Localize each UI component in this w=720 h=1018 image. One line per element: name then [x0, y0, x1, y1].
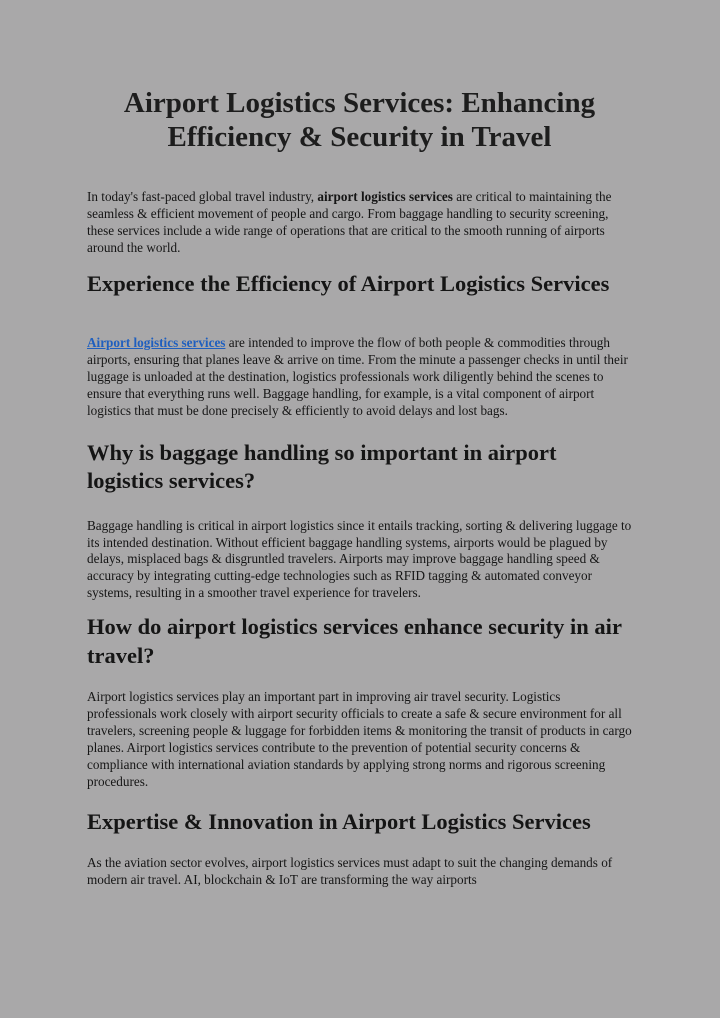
section-paragraph-security: Airport logistics services play an important part in improving air travel security. Logistics professionals work closely with airport security officials to create a safe & secure environment for all travelers, screening people & luggage for forbidden items & monitoring the transit of products in cargo planes. Airport logistics services contribute to the prevention of potential security concerns & compliance with international aviation standards by applying strong norms and rigorous screening procedures.	[87, 689, 632, 789]
section-paragraph-efficiency	[87, 335, 632, 420]
section-heading-baggage: Why is baggage handling so important in airport logistics services?	[87, 439, 557, 494]
section-heading-innovation: Expertise & Innovation in Airport Logistics Services	[87, 808, 591, 834]
airport-logistics-services-link[interactable]: Airport logistics services	[87, 335, 226, 351]
section-heading-security: How do airport logistics services enhance security in air travel?	[87, 614, 622, 668]
section-paragraph-baggage: Baggage handling is critical in airport logistics since it entails tracking, sorting & delivering luggage to its intended destination. Without efficient baggage handling systems, airports would be plagued by delays, misplaced bags & disgruntled travelers. Airports may improve baggage handling speed & accuracy by integrating cutting-edge technologies such as RFID tagging & automated conveyor systems, resulting in a smoother travel experience for travelers.	[87, 517, 632, 601]
section-paragraph-innovation: As the aviation sector evolves, airport logistics services must adapt to suit the changing demands of modern air travel. AI, blockchain & IoT are transforming the way airports	[87, 855, 613, 888]
page-title: Airport Logistics Services: Enhancing Efficiency & Security in Travel	[123, 87, 596, 153]
intro-text-start: In today's fast-paced global travel industry,	[87, 189, 318, 204]
intro-text-end: are critical to maintaining the seamless & efficient movement of people and cargo. From baggage handling to security screening, these services include a wide range of operations that are critical to the smooth running of airports around the world.	[87, 189, 612, 255]
section-heading-efficiency: Experience the Efficiency of Airport Logistics Services	[87, 270, 610, 296]
efficiency-body-text: are intended to improve the flow of both people & commodities through airports, ensuring that planes leave & arrive on time. From the minute a passenger checks in until their luggage is unloaded at the destination, logistics professionals work diligently behind the scenes to ensure that everything runs well. Baggage handling, for example, is a vital component of airport logistics that must be done precisely & efficiently to avoid delays and lost bags.	[87, 335, 628, 418]
intro-paragraph	[87, 189, 632, 257]
intro-bold-keyword: airport logistics services	[317, 189, 453, 204]
